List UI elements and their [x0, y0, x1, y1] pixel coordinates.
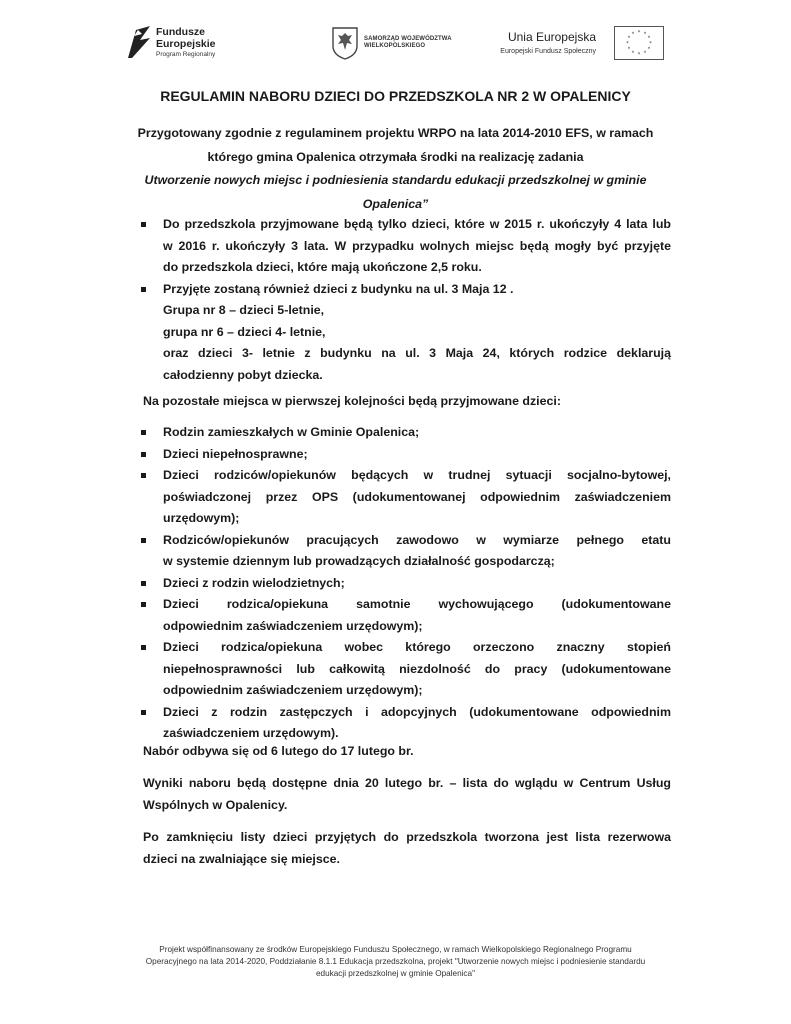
footer-line-3: edukacji przedszkolnej w gminie Opalenica": [315, 969, 475, 978]
funding-footer: [100, 944, 691, 980]
list-item-line: poświadczonej przez OPS (udokumentowanej odpowiednim zaświadczeniem: [163, 489, 671, 504]
svg-text:*: *: [631, 50, 635, 57]
bullet-icon: [141, 430, 146, 435]
enrollment-dates-paragraph: Nabór odbywa się od 6 lutego do 17 lutego br.: [143, 744, 414, 758]
fundusze-europejskie-logo: [126, 24, 246, 64]
sw-logo-text: [364, 36, 452, 50]
list-item-line: niepełnosprawności lub całkowitą niezdolność do pracy (udokumentowane: [163, 661, 671, 676]
list-item-line: w 2016 r. ukończyły 3 lata. W przypadku wolnych miejsc będą mogły być przyjęte: [163, 238, 671, 253]
list-item: [140, 637, 671, 702]
bullet-icon: [141, 710, 146, 715]
intro-line-3: Utworzenie nowych miejsc i podniesienia standardu edukacji przedszkolnej w gminie: [144, 173, 647, 187]
results-paragraph: [143, 773, 671, 816]
list-item-line: Grupa nr 8 – dzieci 5-letnie,: [163, 303, 325, 317]
ue-logo-title: Unia Europejska: [507, 30, 596, 44]
list-item-line: zaświadczeniem urzędowym).: [163, 726, 339, 740]
sw-logo-line1: SAMORZĄD WOJEWÓDZTWA: [364, 36, 452, 42]
priority-intro-paragraph: Na pozostałe miejsca w pierwszej kolejności będą przyjmowane dzieci:: [143, 394, 561, 408]
admission-rules-list: [140, 214, 671, 386]
svg-text:*: *: [631, 31, 635, 38]
intro-line-1: Przygotowany zgodnie z regulaminem projektu WRPO na lata 2014-2010 EFS, w ramach: [137, 126, 654, 140]
list-item-line: Przyjęte zostaną również dzieci z budynku na ul. 3 Maja 12 .: [163, 281, 514, 296]
list-item-line: w systemie dziennym lub prowadzących działalność gospodarczą;: [163, 554, 555, 568]
list-item: [140, 465, 671, 530]
list-item-line: odpowiednim zaświadczeniem urzędowym);: [163, 683, 423, 697]
list-item-line: Dzieci rodziców/opiekunów będących w trudnej sytuacji socjalno-bytowej,: [163, 468, 671, 482]
svg-text:*: *: [627, 35, 631, 42]
bullet-icon: [141, 473, 146, 478]
reserve-line-2: dzieci na zwalniające się miejsce.: [143, 851, 340, 866]
intro-line-2: którego gmina Opalenica otrzymała środki na realizację zadania: [207, 149, 584, 164]
fe-logo-line2: Europejskie: [156, 38, 216, 50]
list-item-line: Dzieci rodzica/opiekuna wobec którego orzeczono znaczny stopień: [163, 640, 671, 654]
fe-logo-text: [156, 26, 216, 50]
list-item-line: Dzieci niepełnosprawne;: [163, 446, 308, 461]
list-item-line: Dzieci z rodzin wielodzietnych;: [163, 575, 345, 590]
document-title: REGULAMIN NABORU DZIECI DO PRZEDSZKOLA NR 2 W OPALENICY: [160, 88, 631, 104]
list-item-line: Do przedszkola przyjmowane będą tylko dzieci, które w 2015 r. ukończyły 4 lata lub: [163, 217, 671, 231]
svg-text:*: *: [627, 46, 631, 53]
list-item: [140, 279, 671, 387]
intro-line-4: Opalenica”: [362, 196, 429, 211]
list-item-line: odpowiednim zaświadczeniem urzędowym);: [163, 618, 423, 633]
list-item: [140, 594, 671, 637]
fe-logo-line1: Fundusze: [156, 26, 205, 38]
svg-text:*: *: [626, 41, 629, 47]
samorzad-wojewodztwa-logo: [330, 26, 470, 60]
svg-text:*: *: [643, 50, 647, 57]
priority-criteria-list: [140, 422, 671, 745]
list-item: [140, 214, 671, 279]
fe-star-icon: [126, 26, 152, 60]
reserve-line-1: Po zamknięciu listy dzieci przyjętych do przedszkola tworzona jest lista rezerwowa: [143, 830, 671, 844]
ue-logo-sub: Europejski Fundusz Społeczny: [500, 48, 596, 55]
results-line-1: Wyniki naboru będą dostępne dnia 20 lutego br. – lista do wglądu w Centrum Usług: [143, 776, 671, 790]
list-item-line: Dzieci z rodzin zastępczych i adopcyjnych (udokumentowane odpowiednim: [163, 704, 671, 719]
list-item-line: całodzienny pobyt dziecka.: [163, 367, 323, 382]
fe-logo-sub: Program Regionalny: [156, 51, 216, 58]
eagle-crest-icon: [330, 26, 360, 60]
svg-text:*: *: [649, 41, 652, 47]
bullet-icon: [141, 645, 146, 650]
list-item: [140, 422, 671, 444]
reserve-list-paragraph: [143, 827, 671, 870]
footer-line-1: Projekt współfinansowany ze środków Europejskiego Funduszu Społecznego, w ramach Wielkopolskiego Regionalnego Programu: [159, 945, 632, 954]
bullet-icon: [141, 222, 146, 227]
svg-text:*: *: [643, 31, 647, 38]
list-item: [140, 573, 671, 595]
bullet-icon: [141, 602, 146, 607]
unia-europejska-logo: [494, 24, 664, 64]
bullet-icon: [141, 287, 146, 292]
bullet-icon: [141, 538, 146, 543]
list-item: [140, 444, 671, 466]
list-item: [140, 702, 671, 745]
intro-paragraph: [110, 122, 681, 216]
results-line-2: Wspólnych w Opalenicy.: [143, 797, 288, 812]
list-item-line: do przedszkola dzieci, które mają ukończone 2,5 roku.: [163, 260, 482, 274]
footer-line-2: Operacyjnego na lata 2014-2020, Poddziałanie 8.1.1 Edukacja przedszkolna, projekt "Utworzenie nowych miejsc i podniesienie standardu: [145, 957, 646, 966]
svg-text:*: *: [637, 30, 641, 36]
bullet-icon: [141, 452, 146, 457]
svg-text:*: *: [647, 35, 651, 42]
list-item: [140, 530, 671, 573]
list-item-line: Dzieci rodzica/opiekuna samotnie wychowującego (udokumentowane: [163, 597, 671, 611]
list-item-line: grupa nr 6 – dzieci 4- letnie,: [163, 324, 326, 339]
bullet-icon: [141, 581, 146, 586]
sw-logo-line2: WIELKOPOLSKIEGO: [364, 43, 426, 49]
list-item-line: urzędowym);: [163, 511, 240, 525]
list-item-line: oraz dzieci 3- letnie z budynku na ul. 3 Maja 24, których rodzice deklarują: [163, 346, 671, 360]
list-item-line: Rodziców/opiekunów pracujących zawodowo w wymiarze pełnego etatu: [163, 532, 671, 547]
svg-text:*: *: [637, 52, 641, 58]
list-item-line: Rodzin zamieszkałych w Gminie Opalenica;: [163, 425, 420, 439]
eu-flag-icon: [614, 26, 664, 60]
svg-text:*: *: [647, 46, 651, 53]
